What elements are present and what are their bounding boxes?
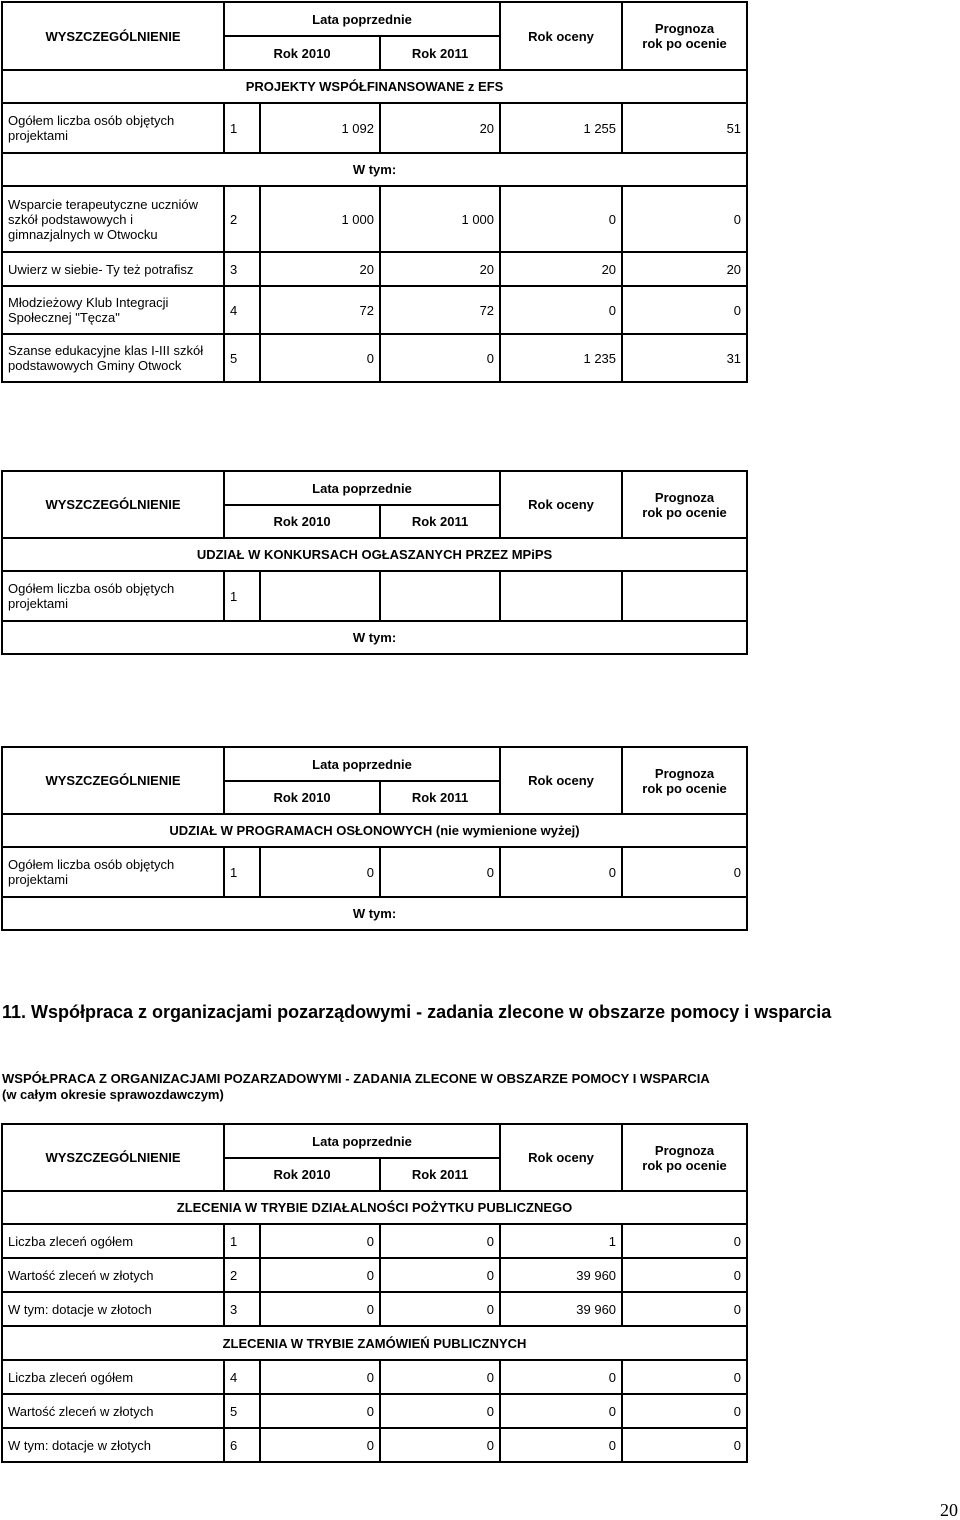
value-assessment: 0 — [500, 1428, 622, 1462]
value-forecast: 0 — [622, 1428, 747, 1462]
row-label: Liczba zleceń ogółem — [2, 1360, 224, 1394]
row-label: Ogółem liczba osób objętych projektami — [2, 571, 224, 621]
row-index: 2 — [224, 1258, 260, 1292]
table-ngo-commissions — [1, 1123, 748, 1463]
value-forecast: 0 — [622, 847, 747, 897]
table-row — [2, 1258, 747, 1292]
row-index: 1 — [224, 847, 260, 897]
row-label: Ogółem liczba osób objętych projektami — [2, 847, 224, 897]
table-row — [2, 286, 747, 334]
value-2010: 72 — [260, 286, 380, 334]
page-number: 20 — [940, 1500, 958, 1520]
header-assessment-year: Rok oceny — [500, 471, 622, 538]
value-2011: 20 — [380, 252, 500, 286]
value-assessment — [500, 571, 622, 621]
section-heading: 11. Współpraca z organizacjami pozarządowymi - zadania zlecone w obszarze pomocy i wsparcia — [2, 1002, 832, 1022]
value-2010: 0 — [260, 1360, 380, 1394]
value-2011: 0 — [380, 1292, 500, 1326]
row-index: 4 — [224, 1360, 260, 1394]
value-2011: 0 — [380, 1258, 500, 1292]
row-index: 4 — [224, 286, 260, 334]
row-label: Szanse edukacyjne klas I-III szkół podstawowych Gminy Otwock — [2, 334, 224, 382]
table-row — [2, 252, 747, 286]
row-index: 1 — [224, 1224, 260, 1258]
value-assessment: 0 — [500, 847, 622, 897]
value-forecast: 0 — [622, 1224, 747, 1258]
header-forecast-line2: rok po ocenie — [642, 780, 727, 796]
table-row — [2, 334, 747, 382]
header-forecast — [622, 1124, 747, 1191]
value-2011: 0 — [380, 1224, 500, 1258]
header-forecast-line1: Prognoza — [654, 765, 715, 781]
w-tym-label: W tym: — [2, 153, 747, 186]
header-2011: Rok 2011 — [380, 505, 500, 538]
header-2010: Rok 2010 — [224, 1158, 380, 1191]
value-2010: 20 — [260, 252, 380, 286]
section-title: UDZIAŁ W PROGRAMACH OSŁONOWYCH (nie wymienione wyżej) — [2, 814, 747, 847]
table-mpips-contests — [1, 470, 748, 655]
header-assessment-year: Rok oceny — [500, 747, 622, 814]
table-row — [2, 847, 747, 897]
value-2011: 72 — [380, 286, 500, 334]
value-forecast: 0 — [622, 1360, 747, 1394]
row-label: Wsparcie terapeutyczne uczniów szkół podstawowych i gimnazjalnych w Otwocku — [2, 186, 224, 252]
row-index: 1 — [224, 571, 260, 621]
header-2010: Rok 2010 — [224, 505, 380, 538]
value-2011: 0 — [380, 847, 500, 897]
value-forecast: 20 — [622, 252, 747, 286]
header-2011: Rok 2011 — [380, 36, 500, 70]
value-forecast: 0 — [622, 1394, 747, 1428]
value-2010: 0 — [260, 1224, 380, 1258]
w-tym-label: W tym: — [2, 621, 747, 654]
subheading-line1: WSPÓŁPRACA Z ORGANIZACJAMI POZARZADOWYMI - ZADANIA ZLECONE W OBSZARZE POMOCY I WSPARCIA — [2, 1071, 710, 1086]
subheading-line2: (w całym okresie sprawozdawczym) — [2, 1087, 224, 1102]
header-forecast-line2: rok po ocenie — [642, 504, 727, 520]
header-forecast-line1: Prognoza — [654, 1142, 715, 1158]
header-forecast — [622, 2, 747, 70]
value-assessment: 39 960 — [500, 1292, 622, 1326]
header-previous-years: Lata poprzednie — [224, 2, 500, 36]
header-description: WYSZCZEGÓLNIENIE — [2, 2, 224, 70]
table-efs-projects — [1, 1, 748, 383]
section-title: ZLECENIA W TRYBIE ZAMÓWIEŃ PUBLICZNYCH — [2, 1326, 747, 1360]
value-2010: 1 092 — [260, 103, 380, 153]
value-forecast: 0 — [622, 1258, 747, 1292]
row-index: 5 — [224, 1394, 260, 1428]
header-forecast — [622, 471, 747, 538]
table-row — [2, 1224, 747, 1258]
table-row — [2, 1360, 747, 1394]
value-2010: 0 — [260, 1394, 380, 1428]
value-assessment: 1 255 — [500, 103, 622, 153]
header-assessment-year: Rok oceny — [500, 1124, 622, 1191]
row-label: Ogółem liczba osób objętych projektami — [2, 103, 224, 153]
section-title: PROJEKTY WSPÓŁFINANSOWANE z EFS — [2, 70, 747, 103]
header-forecast — [622, 747, 747, 814]
table-row — [2, 186, 747, 252]
table-row — [2, 103, 747, 153]
header-forecast-line1: Prognoza — [654, 21, 715, 36]
row-label: Wartość zleceń w złotych — [2, 1258, 224, 1292]
table-row — [2, 1428, 747, 1462]
value-2011 — [380, 571, 500, 621]
value-2011: 0 — [380, 1394, 500, 1428]
value-2010: 0 — [260, 334, 380, 382]
value-forecast — [622, 571, 747, 621]
value-2010: 1 000 — [260, 186, 380, 252]
table-row — [2, 1394, 747, 1428]
value-assessment: 0 — [500, 286, 622, 334]
value-2011: 1 000 — [380, 186, 500, 252]
value-forecast: 31 — [622, 334, 747, 382]
row-index: 3 — [224, 252, 260, 286]
value-forecast: 0 — [622, 186, 747, 252]
section-title: UDZIAŁ W KONKURSACH OGŁASZANYCH PRZEZ MPiPS — [2, 538, 747, 571]
value-2010: 0 — [260, 1428, 380, 1462]
value-2011: 0 — [380, 1360, 500, 1394]
value-assessment: 0 — [500, 1360, 622, 1394]
w-tym-label: W tym: — [2, 897, 747, 930]
value-assessment: 20 — [500, 252, 622, 286]
row-index: 5 — [224, 334, 260, 382]
row-label: W tym: dotacje w złotoch — [2, 1292, 224, 1326]
header-forecast-line2: rok po ocenie — [642, 36, 727, 51]
value-assessment: 0 — [500, 186, 622, 252]
header-description: WYSZCZEGÓLNIENIE — [2, 1124, 224, 1191]
row-label: Młodzieżowy Klub Integracji Społecznej "Tęcza" — [2, 286, 224, 334]
header-description: WYSZCZEGÓLNIENIE — [2, 471, 224, 538]
value-2010 — [260, 571, 380, 621]
row-label: Wartość zleceń w złotych — [2, 1394, 224, 1428]
value-forecast: 0 — [622, 1292, 747, 1326]
value-2010: 0 — [260, 1258, 380, 1292]
table-protective-programs — [1, 746, 748, 931]
section-title: ZLECENIA W TRYBIE DZIAŁALNOŚCI POŻYTKU PUBLICZNEGO — [2, 1191, 747, 1224]
row-index: 1 — [224, 103, 260, 153]
section-subheading — [2, 1071, 952, 1103]
header-previous-years: Lata poprzednie — [224, 1124, 500, 1158]
row-label: Liczba zleceń ogółem — [2, 1224, 224, 1258]
value-assessment: 39 960 — [500, 1258, 622, 1292]
header-previous-years: Lata poprzednie — [224, 471, 500, 505]
value-2011: 20 — [380, 103, 500, 153]
value-assessment: 1 235 — [500, 334, 622, 382]
row-index: 3 — [224, 1292, 260, 1326]
header-2011: Rok 2011 — [380, 1158, 500, 1191]
header-2011: Rok 2011 — [380, 781, 500, 814]
value-assessment: 1 — [500, 1224, 622, 1258]
value-2011: 0 — [380, 1428, 500, 1462]
row-label: Uwierz w siebie- Ty też potrafisz — [2, 252, 224, 286]
value-2010: 0 — [260, 1292, 380, 1326]
value-forecast: 0 — [622, 286, 747, 334]
value-2010: 0 — [260, 847, 380, 897]
row-label: W tym: dotacje w złotych — [2, 1428, 224, 1462]
table-row — [2, 571, 747, 621]
header-forecast-line2: rok po ocenie — [642, 1157, 727, 1173]
header-previous-years: Lata poprzednie — [224, 747, 500, 781]
table-row — [2, 1292, 747, 1326]
header-2010: Rok 2010 — [224, 781, 380, 814]
value-2011: 0 — [380, 334, 500, 382]
value-forecast: 51 — [622, 103, 747, 153]
row-index: 6 — [224, 1428, 260, 1462]
header-assessment-year: Rok oceny — [500, 2, 622, 70]
header-forecast-line1: Prognoza — [654, 489, 715, 505]
value-assessment: 0 — [500, 1394, 622, 1428]
header-description: WYSZCZEGÓLNIENIE — [2, 747, 224, 814]
header-2010: Rok 2010 — [224, 36, 380, 70]
row-index: 2 — [224, 186, 260, 252]
